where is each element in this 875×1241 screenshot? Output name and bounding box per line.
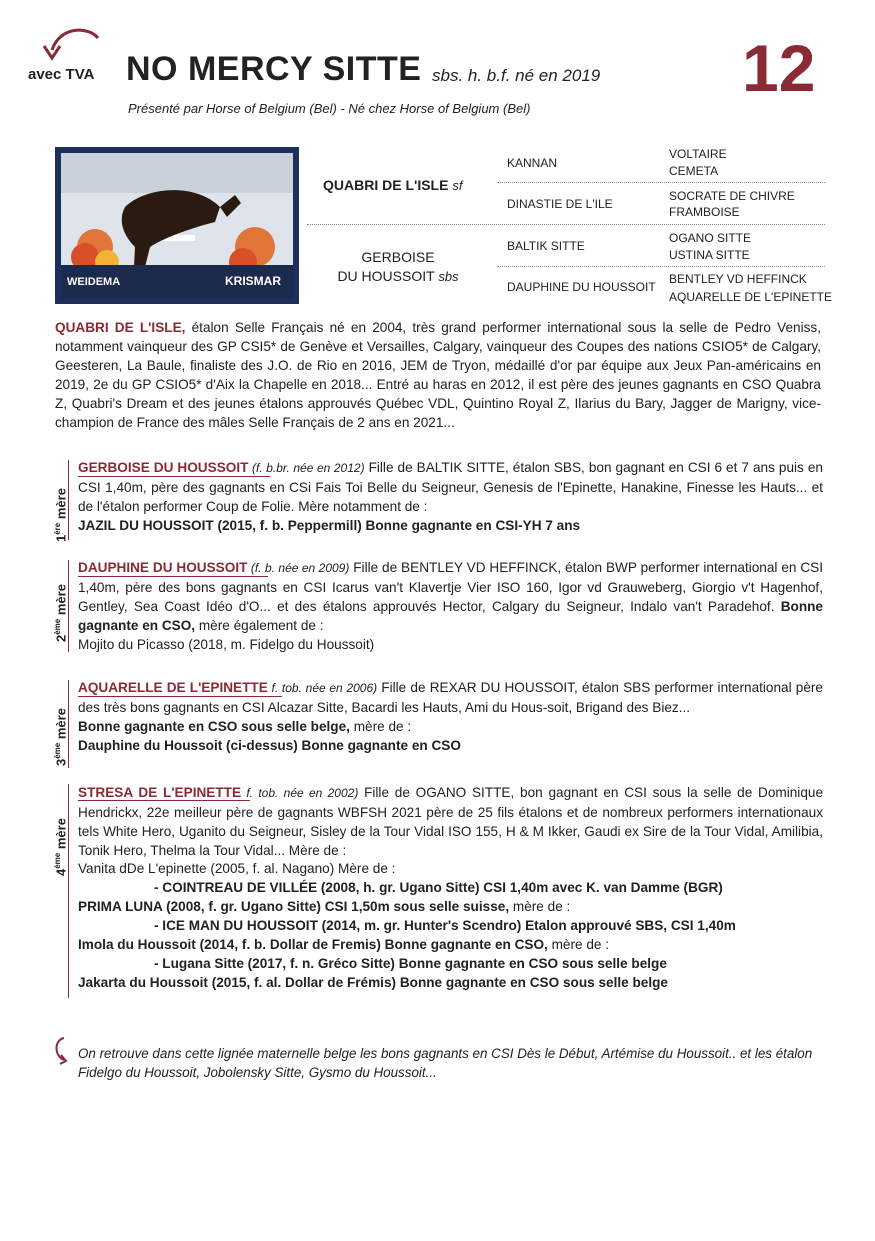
gen3-item: USTINA SITTE <box>669 248 750 262</box>
first-dam-section: GERBOISE DU HOUSSOIT (f. b.br. née en 2012) Fille de BALTIK SITTE, étalon SBS, bon gagnant en CSI 6 et 7 ans puis en CSI 1,40m, père des gagnants en CSi Fais Toi Belle du Seigneur, Genesis de l'Epinette, Hanakine, Finesse les Hauts... et de l'étalon performer Coup de Folie. Mère notamment de : JAZIL DU HOUSSOIT (2015, f. b. Peppermill) Bonne gagnante en CSI-YH 7 ans <box>78 460 823 533</box>
show-jumping-image <box>55 147 299 304</box>
footer-note: On retrouve dans cette lignée maternelle belge les bons gagnants en CSI Dès le Début, Artémise du Houssoit.. et les étalon Fidelgo du Houssoit, Jobolensky Sitte, Gysmo du Houssoit... <box>78 1046 813 1080</box>
mere-label-4: 4ème mère <box>53 818 69 876</box>
sire-suffix: sf <box>452 178 463 193</box>
gen3-item: SOCRATE DE CHIVRE <box>669 189 795 203</box>
first-dam-name: GERBOISE DU HOUSSOIT <box>78 460 249 475</box>
banner-right: KRISMAR <box>225 274 281 288</box>
mere-label-1: 1ère mère <box>53 488 69 542</box>
fourth-dam-descendants: Vanita dDe L'epinette (2005, f. al. Nagano) Mère de : - COINTREAU DE VILLÉE (2008, h. gr. Ugano Sitte) CSI 1,40m avec K. van Damme (BGR) PRIMA LUNA (2008, f. gr. Ugano Sitte) CSI 1,50m sous selle suisse, mère de : - ICE MAN DU HOUSSOIT (2014, m. gr. Hunter's Scendro) Etalon approuvé SBS, CSI 1,40m Imola du Houssoit (2014, f. b. Dollar de Fremis) Bonne gagnante en CSO, mère de : - Lugana Sitte (2017, f. n. Gréco Sitte) Bonne gagnante en CSO sous selle belge Jakarta du Houssoit (2015, f. al. Dollar de Frémis) Bonne gagnante en CSO sous selle belge <box>78 861 736 990</box>
dam-suffix: sbs <box>438 269 459 284</box>
gen2-item: DINASTIE DE L'ILE <box>507 197 613 211</box>
banner-left: WEIDEMA <box>67 276 121 288</box>
gen3-item: VOLTAIRE <box>669 147 727 161</box>
curved-arrow-icon <box>52 1036 76 1066</box>
second-dam-name: DAUPHINE DU HOUSSOIT <box>78 560 248 575</box>
gen2-item: DAUPHINE DU HOUSSOIT <box>507 280 656 294</box>
gen3-item: CEMETA <box>669 164 719 178</box>
mere-label-2: 2ème mère <box>53 584 69 642</box>
third-dam-section: AQUARELLE DE L'EPINETTE f. tob. née en 2006) Fille de REXAR DU HOUSSOIT, étalon SBS performer international père des très bons gagnants en CSI Alcazar Sitte, Bacardi les Hauts, Ami du Hous-soit, Brigand des Biez... Bonne gagnante en CSO sous selle belge, mère de : Dauphine du Houssoit (ci-dessus) Bonne gagnante en CSO <box>78 680 823 753</box>
horse-name: NO MERCY SITTE <box>126 50 422 88</box>
vat-label: avec TVA <box>28 66 95 83</box>
pedigree-dam <box>323 248 473 286</box>
third-dam-name: AQUARELLE DE L'EPINETTE <box>78 680 268 695</box>
horse-photo <box>55 147 299 304</box>
horse-details: sbs. h. b.f. né en 2019 <box>432 66 601 85</box>
pedigree-sire <box>323 177 462 193</box>
second-dam-section: DAUPHINE DU HOUSSOIT (f. b. née en 2009) Fille de BENTLEY VD HEFFINCK, étalon BWP performer international en CSI 1,40m, père des bons gagnants en CSI Icarus van't Klavertje Vier ISO 160, Igor vd Grauweberg, Giorgio v't Hagenhof, Gentley, Sea Coast Idéo d'O... et des étalons approuvés Hector, Calgary du Seigneur, Indalo van't Paradehof. Bonne gagnante en CSO, mère également de : Mojito du Picasso (2018, m. Fidelgo du Houssoit) <box>78 560 823 652</box>
sire-text: étalon Selle Français né en 2004, très grand performer international sous la selle de Pedro Veniss, notamment vainqueur des GP CSI5* de Genève et Versailles, Calgary, vainqueur des Coupes des nations CSIO5* de Calgary, Geesteren, La Baule, finaliste des J.O. de Rio en 2016, JEM de Tryon, médaillé d'or par équipe aux Jeux Pan-américains en 2019, 2e du GP CSIO5* d'Aix la Chapelle en 2018... Entré au haras en 2012, il est père des jeunes gagnants en CSO Quabra Z, Quabri's Dream et des jeunes étalons approuvés Québec VDL, Quintino Royal Z, Ilarius du Bary, Jagger de Marigny, vice-champion de France des mâles Selle Français de 2 ans en 2021... <box>55 320 821 430</box>
gen3-item: FRAMBOISE <box>669 205 740 219</box>
gen3-item: BENTLEY VD HEFFINCK <box>669 272 807 286</box>
curved-arrow-icon <box>38 28 104 68</box>
sire-heading: QUABRI DE L'ISLE, <box>55 320 186 335</box>
mere-label-3: 3ème mère <box>53 708 69 766</box>
sire-name: QUABRI DE L'ISLE <box>323 177 449 193</box>
sire-description <box>55 318 821 432</box>
lot-number: 12 <box>742 31 816 105</box>
second-dam-offspring: Mojito du Picasso (2018, m. Fidelgo du Houssoit) <box>78 637 375 652</box>
dam-name-line2: DU HOUSSOIT <box>337 268 435 284</box>
fourth-dam-section: STRESA DE L'EPINETTE f. tob. née en 2002) Fille de OGANO SITTE, bon gagnant en CSI sous la selle de Dominique Hendrickx, 22e meilleur père de gagnants WBFSH 2021 père de 25 fils étalons et de nombreux performers internationaux tels White Hero, Uganito du Seigneur, Sisley de la Tour Vidal ISO 155, H & M Ikker, Gaudi ex Sire de la Tour Vidal, Amilibia, Tonik Hero, Thelma la Tour Vidal... Mère de : <box>78 785 823 858</box>
first-dam-offspring: JAZIL DU HOUSSOIT (2015, f. b. Peppermill) Bonne gagnante en CSI-YH 7 ans <box>78 518 581 533</box>
gen2-item: KANNAN <box>507 156 558 170</box>
dam-name-line1: GERBOISE <box>361 249 435 265</box>
gen2-item: BALTIK SITTE <box>507 239 585 253</box>
fourth-dam-name: STRESA DE L'EPINETTE <box>78 785 242 800</box>
gen3-item: AQUARELLE DE L'EPINETTE <box>669 290 833 304</box>
gen3-item: OGANO SITTE <box>669 231 752 245</box>
presenter-line: Présenté par Horse of Belgium (Bel) - Né chez Horse of Belgium (Bel) <box>128 101 531 116</box>
